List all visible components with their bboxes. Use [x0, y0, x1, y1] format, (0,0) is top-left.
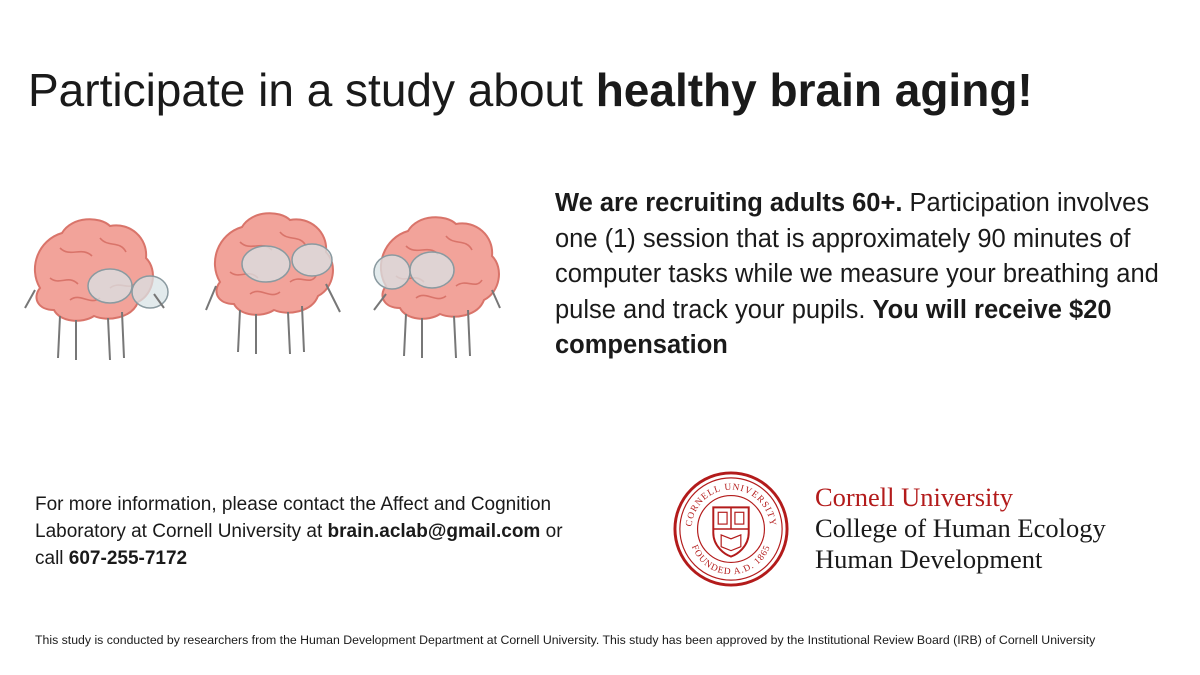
recruiting-lead: We are recruiting adults 60+. — [555, 189, 903, 217]
college-name: College of Human Ecology — [815, 513, 1106, 543]
contact-phone[interactable]: 607-255-7172 — [68, 548, 188, 569]
svg-text:FOUNDED A.D. 1865 — [689, 544, 773, 578]
seal-bottom-text: FOUNDED A.D. 1865 — [689, 543, 773, 578]
contact-text: For more information, please contact the Affect and Cognition Laboratory at Cornell University at — [35, 494, 552, 542]
title-prefix: Participate in a study about — [28, 64, 596, 116]
brain-right-icon — [374, 217, 500, 358]
department-name: Human Development — [815, 544, 1043, 574]
brain-middle-icon — [206, 213, 340, 354]
study-description — [555, 186, 1175, 364]
compensation-text: You will receive $20 compensation — [555, 295, 1112, 359]
title-emphasis: healthy brain aging! — [595, 64, 1033, 116]
seal-top-text: CORNELL UNIVERSITY — [684, 482, 778, 528]
university-name: Cornell University — [815, 482, 1013, 512]
description-body: Participation involves one (1) session that is approximately 90 minutes of computer tasks while we measure your breathing and pulse and track your pupils. — [555, 189, 1159, 324]
brain-left-icon — [25, 219, 168, 360]
contact-email[interactable]: brain.aclab@gmail.com — [327, 521, 541, 542]
irb-footnote: This study is conducted by researchers from the Human Development Department at Cornell University. This study has been approved by the Institutional Review Board (IRB) of Cornell University — [35, 633, 1096, 647]
page-title — [28, 62, 1188, 118]
contact-or-call: or call — [35, 521, 563, 569]
brain-illustration — [22, 200, 502, 380]
contact-info — [35, 491, 595, 572]
cornell-seal-logo — [672, 470, 790, 588]
cornell-wordmark — [815, 482, 1195, 575]
